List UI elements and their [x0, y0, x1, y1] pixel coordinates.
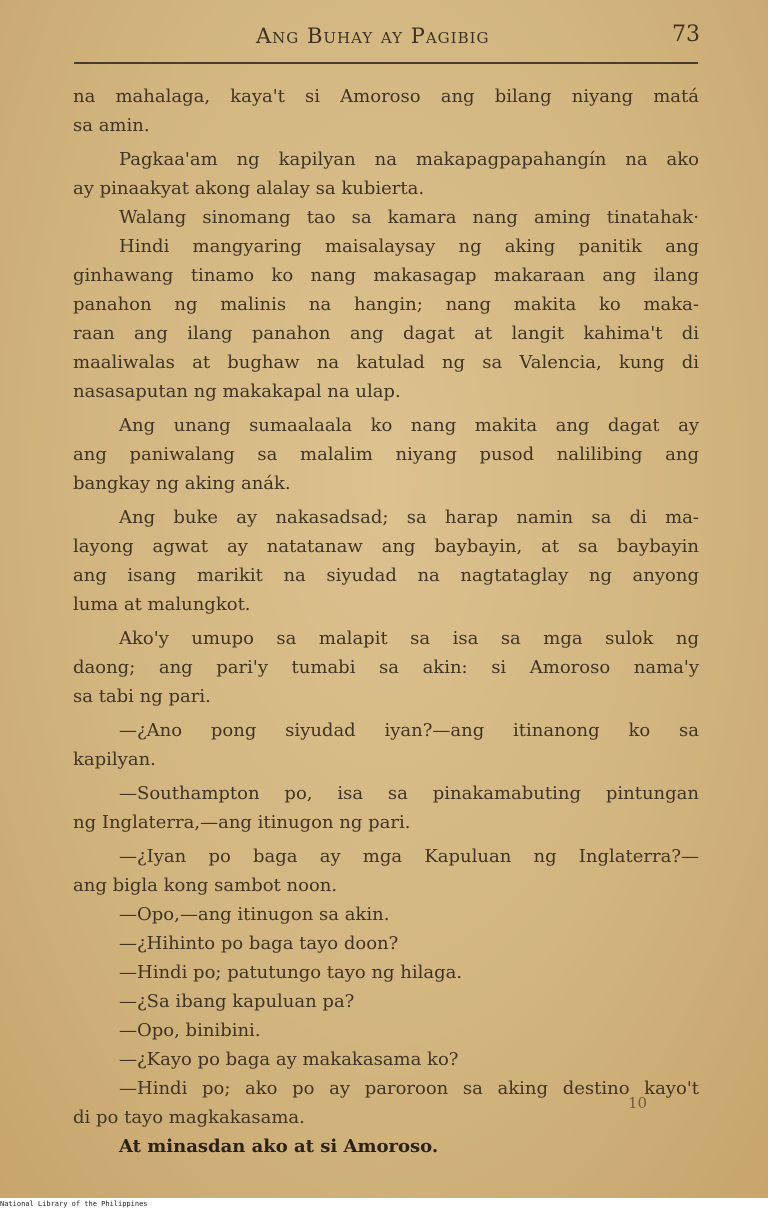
header-rule	[74, 62, 698, 64]
text-line: —¿Ano pong siyudad iyan?—ang itinanong ko sa	[119, 720, 699, 741]
text-line: At minasdan ako at si Amoroso.	[119, 1136, 439, 1157]
text-line: —Opo,—ang itinugon sa akin.	[119, 904, 390, 925]
text-line: —¿Hihinto po baga tayo doon?	[119, 933, 399, 954]
text-line: ginhawang tinamo ko nang makasagap makaraan ang ilang	[73, 265, 699, 286]
text-line: na mahalaga, kaya't si Amoroso ang bilang niyang matá	[73, 86, 699, 107]
text-line: Ako'y umupo sa malapit sa isa sa mga sulok ng	[119, 628, 699, 649]
text-line: —¿Sa ibang kapuluan pa?	[119, 991, 355, 1012]
text-line: daong; ang pari'y tumabi sa akin: si Amoroso nama'y	[73, 657, 699, 678]
text-line: panahon ng malinis na hangin; nang makita ko maka-	[73, 294, 699, 315]
page-number: 73	[672, 22, 700, 47]
text-line: —¿Kayo po baga ay makakasama ko?	[119, 1049, 459, 1070]
text-line: ang bigla kong sambot noon.	[73, 875, 338, 896]
credit-line: National Library of the Philippines	[0, 1200, 148, 1208]
text-line: maaliwalas at bughaw na katulad ng sa Valencia, kung di	[73, 352, 699, 373]
text-line: —Hindi po; ako po ay paroroon sa aking destino kayo't	[119, 1078, 699, 1099]
text-line: bangkay ng aking anák.	[73, 473, 291, 494]
text-line: —Opo, binibini.	[119, 1020, 261, 1041]
text-line: raan ang ilang panahon ang dagat at langit kahima't di	[73, 323, 699, 344]
text-line: sa amin.	[73, 115, 150, 136]
text-line: layong agwat ay natatanaw ang baybayin, at sa baybayin	[73, 536, 699, 557]
text-line: Ang buke ay nakasadsad; sa harap namin sa di ma-	[119, 507, 699, 528]
body-text	[73, 82, 699, 1161]
text-line: ng Inglaterra,—ang itinugon ng pari.	[73, 812, 411, 833]
text-line: ay pinaakyat akong alalay sa kubierta.	[73, 178, 425, 199]
text-line: Hindi mangyaring maisalaysay ng aking panitik ang	[119, 236, 699, 257]
text-line: ang isang marikit na siyudad na nagtataglay ng anyong	[73, 565, 699, 586]
running-title: Ang Buhay ay Pagibig	[256, 24, 490, 48]
text-line: ang paniwalang sa malalim niyang pusod nalilibing ang	[73, 444, 699, 465]
text-line: luma at malungkot.	[73, 594, 251, 615]
signature-mark: 10	[628, 1094, 648, 1112]
text-line: nasasaputan ng makakapal na ulap.	[73, 381, 401, 402]
text-line: —Southampton po, isa sa pinakamabuting pintungan	[119, 783, 699, 804]
text-line: Walang sinomang tao sa kamara nang aming tinatahak·	[119, 207, 699, 228]
text-line: Pagkaa'am ng kapilyan na makapagpapahangín na ako	[119, 149, 699, 170]
text-line: —Hindi po; patutungo tayo ng hilaga.	[119, 962, 463, 983]
text-line: —¿Iyan po baga ay mga Kapuluan ng Inglaterra?—	[119, 846, 699, 867]
text-line: kapilyan.	[73, 749, 156, 770]
text-line: di po tayo magkakasama.	[73, 1107, 305, 1128]
text-line: sa tabi ng pari.	[73, 686, 211, 707]
text-line: Ang unang sumaalaala ko nang makita ang dagat ay	[119, 415, 699, 436]
